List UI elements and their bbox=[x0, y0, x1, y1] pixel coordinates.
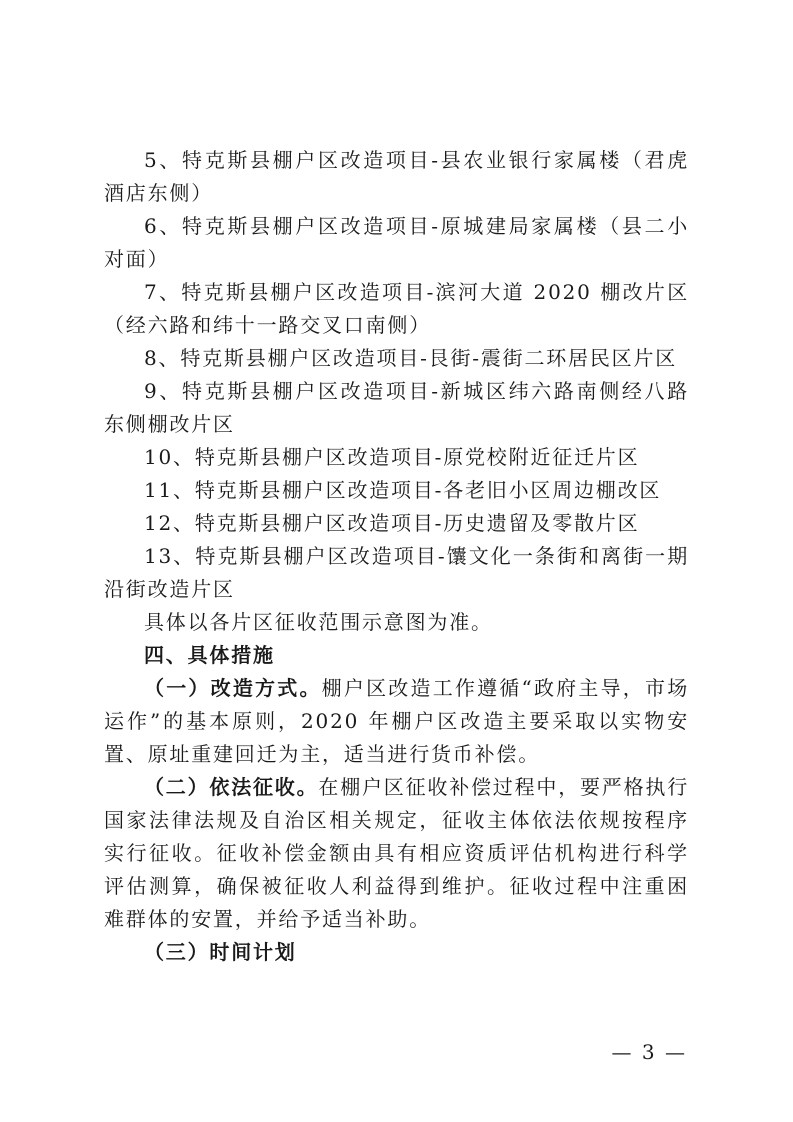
measure-paragraph bbox=[104, 771, 689, 936]
measure-paragraph bbox=[104, 672, 689, 771]
list-item: 11、特克斯县棚户区改造项目-各老旧小区周边棚改区 bbox=[144, 478, 662, 502]
list-item: 10、特克斯县棚户区改造项目-原党校附近征迁片区 bbox=[144, 445, 640, 469]
measure-lead: （二）依法征收。 bbox=[144, 775, 319, 799]
list-item: 7、特克斯县棚户区改造项目-滨河大道 2020 棚改片区（经六路和纬十一路交叉口南侧） bbox=[104, 280, 689, 337]
list-item: 13、特克斯县棚户区改造项目-馕文化一条街和离街一期沿街改造片区 bbox=[104, 544, 689, 601]
scope-note: 具体以各片区征收范围示意图为准。 bbox=[144, 610, 493, 634]
section-heading: 四、具体措施 bbox=[144, 643, 275, 667]
list-item: 12、特克斯县棚户区改造项目-历史遗留及零散片区 bbox=[144, 511, 640, 535]
measure-body: 棚户区改造工作遵循“政府主导，市场运作”的基本原则，2020 年棚户区改造主要采取以实物安置、原址重建回迁为主，适当进行货币补偿。 bbox=[104, 676, 689, 766]
measure-body: 在棚户区征收补偿过程中，要严格执行国家法律法规及自治区相关规定，征收主体依法依规按程序实行征收。征收补偿金额由具有相应资质评估机构进行科学评估测算，确保被征收人利益得到维护。征收过程中注重困难群体的安置，并给予适当补助。 bbox=[104, 775, 690, 931]
measure-lead: （一）改造方式。 bbox=[144, 676, 322, 700]
list-item: 8、特克斯县棚户区改造项目-艮街-震街二环居民区片区 bbox=[144, 346, 678, 370]
page-number: — 3 — bbox=[611, 1040, 687, 1064]
list-item: 9、特克斯县棚户区改造项目-新城区纬六路南侧经八路东侧棚改片区 bbox=[104, 379, 689, 436]
list-item: 5、特克斯县棚户区改造项目-县农业银行家属楼（君虎酒店东侧） bbox=[104, 148, 689, 205]
body-text bbox=[104, 144, 689, 969]
list-item: 6、特克斯县棚户区改造项目-原城建局家属楼（县二小对面） bbox=[104, 214, 689, 271]
subsection-heading: （三）时间计划 bbox=[144, 940, 297, 964]
